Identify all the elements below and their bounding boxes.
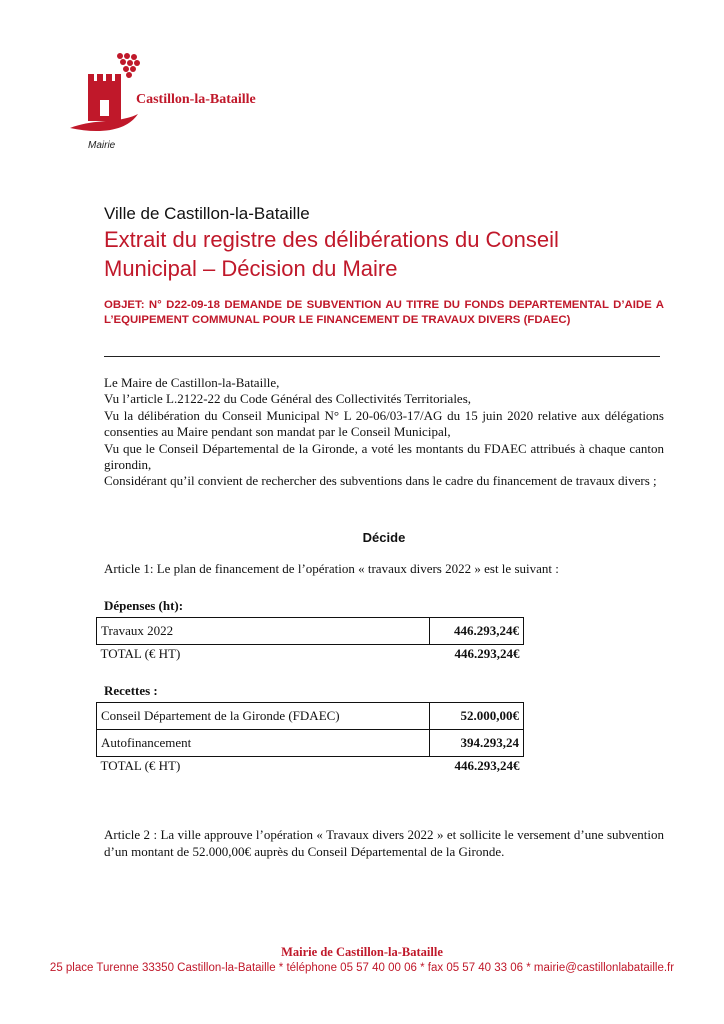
- row-amount: 52.000,00€: [430, 703, 524, 730]
- objet-subject: OBJET: N° D22-09-18 DEMANDE DE SUBVENTION AU TITRE DU FONDS DEPARTEMENTAL D’AIDE A L’EQUIPEMENT COMMUNAL POUR LE FINANCEMENT DE TRAVAUX DIVERS (FDAEC): [104, 299, 664, 326]
- table-row: [97, 703, 524, 730]
- table-row: [97, 730, 524, 757]
- total-label: TOTAL (€ HT): [100, 758, 181, 773]
- total-row: [97, 757, 524, 776]
- total-amount: 446.293,24€: [454, 758, 520, 773]
- logo-name: Castillon-la-Bataille: [136, 92, 256, 107]
- paragraph: Le Maire de Castillon-la-Bataille,: [104, 375, 280, 390]
- paragraph: Vu l’article L.2122-22 du Code Général des Collectivités Territoriales,: [104, 391, 472, 407]
- total-label: TOTAL (€ HT): [100, 646, 181, 661]
- city-name: Ville de Castillon-la-Bataille: [104, 204, 310, 223]
- separator-rule: [104, 356, 660, 357]
- total-amount: 446.293,24€: [454, 646, 520, 661]
- title-line-2: Municipal – Décision du Maire: [104, 256, 398, 281]
- footer-name: Mairie de Castillon-la-Bataille: [281, 945, 443, 959]
- document-title: [104, 225, 664, 283]
- row-label: Autofinancement: [97, 730, 430, 757]
- title-line-1: Extrait du registre des délibérations du Conseil: [104, 227, 559, 252]
- paragraph: Vu la délibération du Conseil Municipal N° L 20-06/03-17/AG du 15 juin 2020 relative aux délégations consenties au Maire pendant son mandat par le Conseil Municipal,: [104, 407, 664, 440]
- footer-address: 25 place Turenne 33350 Castillon-la-Bataille * téléphone 05 57 40 00 06 * fax 05 57 40 33 06 * mairie@castillonlabataille.fr: [49, 962, 675, 974]
- decide-heading: Décide: [362, 530, 406, 545]
- paragraph: Considérant qu’il convient de rechercher des subventions dans le cadre du financement de travaux divers ;: [104, 473, 657, 489]
- row-label: Travaux 2022: [97, 618, 430, 645]
- total-row: [97, 645, 524, 664]
- table-row: [97, 618, 524, 645]
- recettes-label: Recettes :: [104, 683, 158, 698]
- article-2: Article 2 : La ville approuve l’opération « Travaux divers 2022 » et sollicite le versement d’une subvention d’un montant de 52.000,00€ auprès du Conseil Départemental de la Gironde.: [104, 827, 664, 859]
- depenses-label: Dépenses (ht):: [104, 598, 184, 613]
- recettes-table: [96, 702, 524, 775]
- row-amount: 394.293,24: [430, 730, 524, 757]
- logo-sub: Mairie: [88, 140, 116, 151]
- preamble: [104, 375, 664, 490]
- depenses-table: [96, 617, 524, 663]
- paragraph: Vu que le Conseil Départemental de la Gironde, a voté les montants du FDAEC attribués à chaque canton girondin,: [104, 440, 664, 473]
- article-1: Article 1: Le plan de financement de l’opération « travaux divers 2022 » est le suivant :: [104, 561, 559, 576]
- row-label: Conseil Département de la Gironde (FDAEC): [97, 703, 430, 730]
- row-amount: 446.293,24€: [430, 618, 524, 645]
